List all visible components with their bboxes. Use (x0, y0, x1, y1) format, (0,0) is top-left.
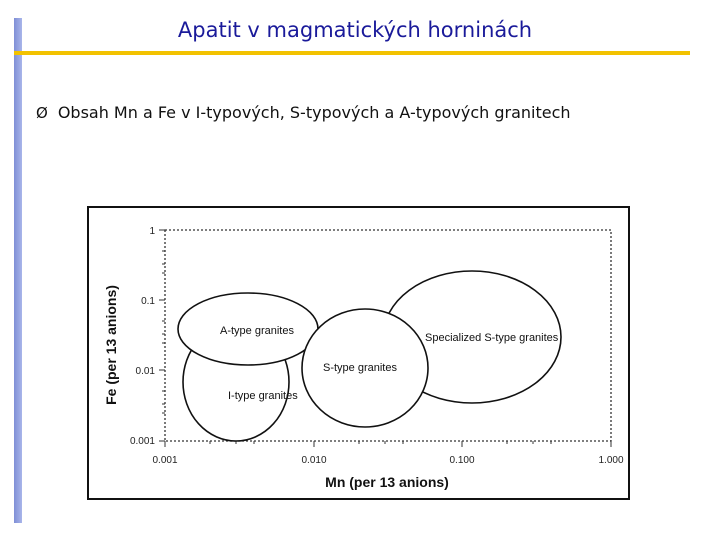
region-label: A-type granites (220, 325, 294, 337)
y-tick-label: 1 (149, 226, 155, 237)
figure-frame (87, 206, 630, 500)
bullet-text: Obsah Mn a Fe v I-typových, S-typových a A-typových granitech (57, 103, 571, 122)
region-label: I-type granites (228, 390, 298, 402)
arrow-bullet-icon: Ø (36, 104, 48, 122)
x-ticks (165, 441, 611, 447)
x-axis-label: Mn (per 13 anions) (325, 474, 449, 490)
region-label: Specialized S-type granites (425, 332, 559, 344)
x-tick-label: 1.000 (598, 455, 624, 466)
fe-mn-diagram (89, 208, 628, 498)
accent-bar (14, 18, 22, 523)
region-label: S-type granites (323, 362, 397, 374)
slide-title: Apatit v magmatických horninách (177, 18, 533, 42)
y-tick-label: 0.1 (141, 296, 155, 307)
x-tick-label: 0.010 (301, 455, 327, 466)
bullet-item (36, 103, 571, 122)
y-ticks (159, 230, 165, 441)
x-tick-label: 0.100 (449, 455, 475, 466)
x-tick-label: 0.001 (152, 455, 178, 466)
title-rule (14, 51, 690, 55)
y-axis-label: Fe (per 13 anions) (103, 285, 119, 405)
y-tick-label: 0.01 (135, 366, 155, 377)
y-tick-label: 0.001 (129, 436, 155, 447)
